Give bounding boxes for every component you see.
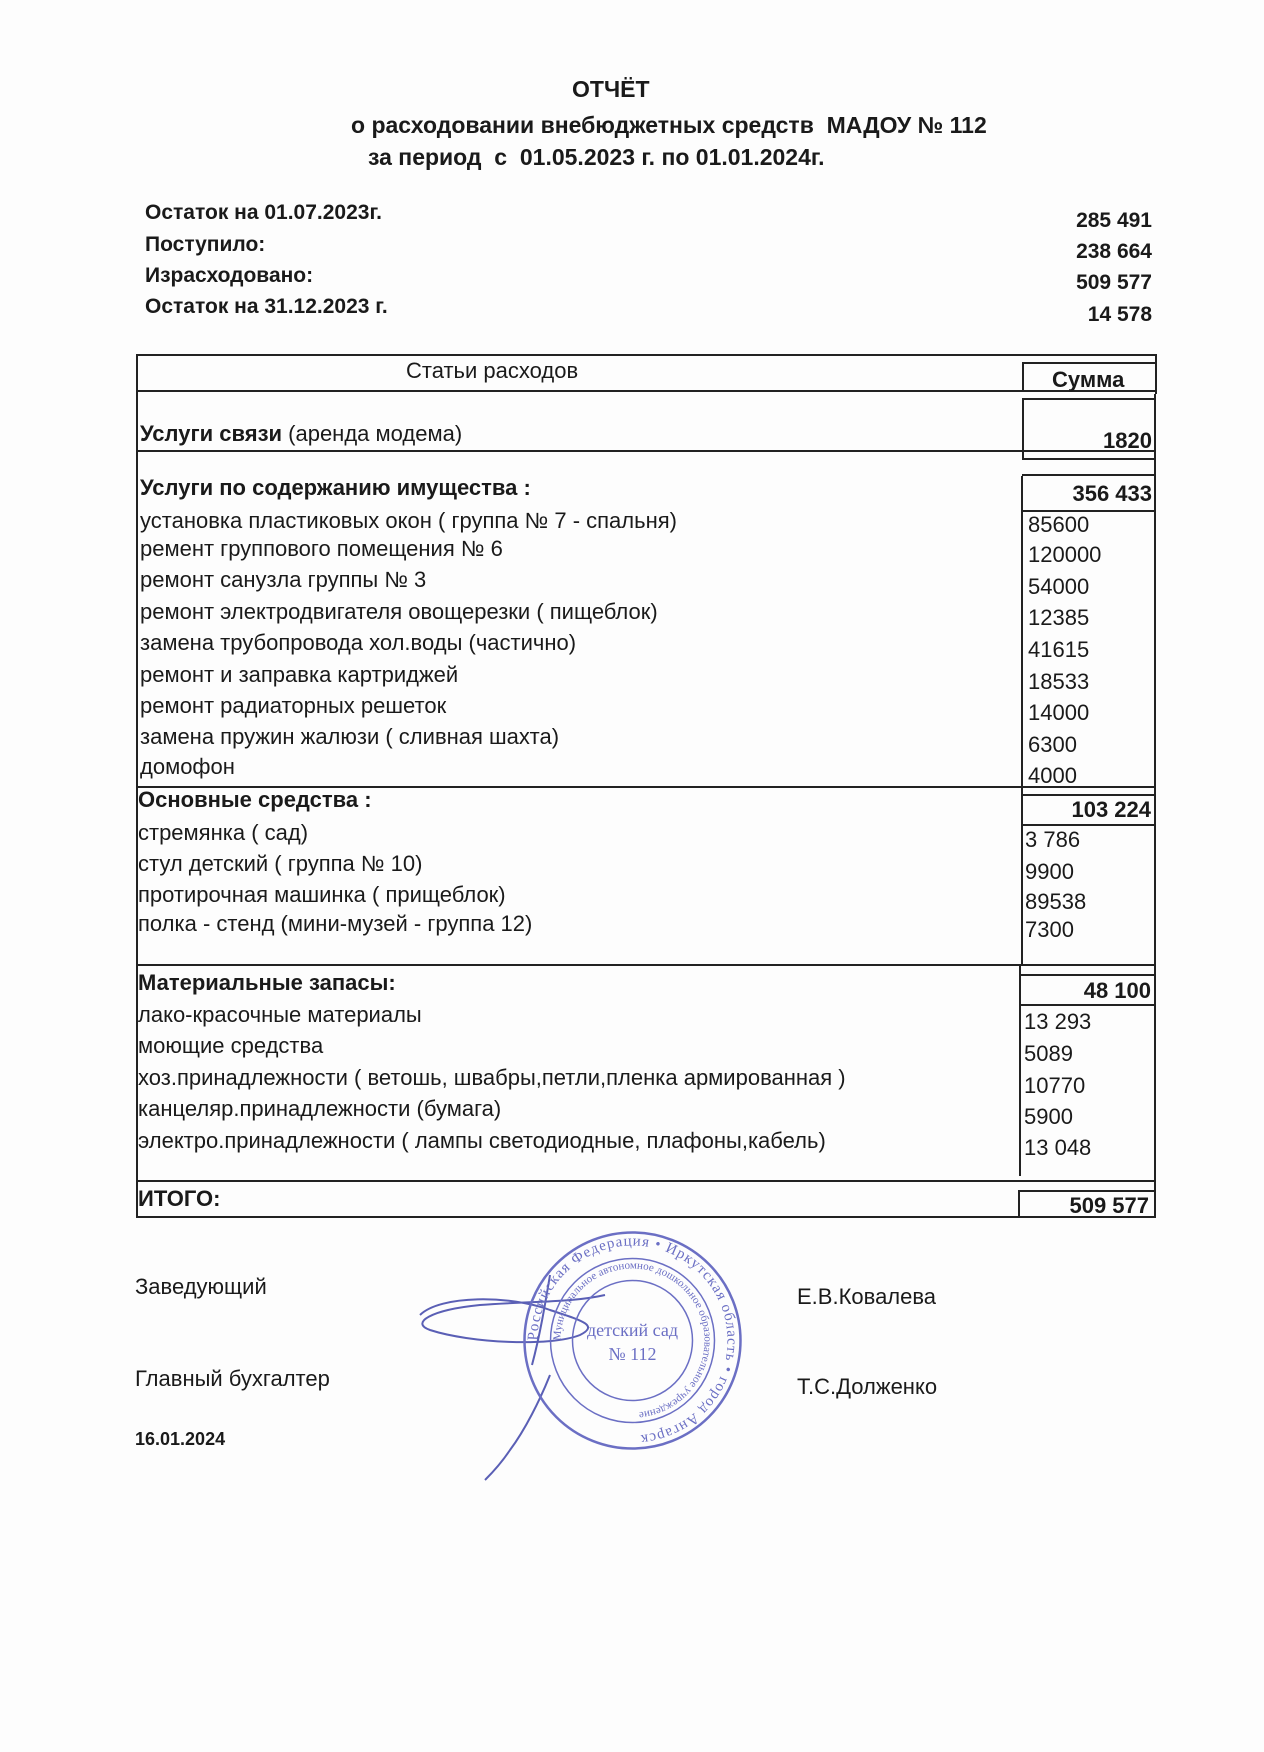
fixed-asset-amount: 89538 [1025, 889, 1087, 914]
property-item: ремонт и заправка картриджей [140, 662, 459, 687]
svg-text:Муниципальное автономное дошко [551, 1259, 713, 1421]
total-label: ИТОГО: [138, 1186, 221, 1211]
property-item: ремонт санузла группы № 3 [140, 567, 427, 592]
property-amount: 18533 [1028, 669, 1090, 694]
fixed-asset-amount: 9900 [1025, 859, 1074, 884]
table-divider-sum [1022, 362, 1024, 392]
material-item: канцеляр.принадлежности (бумага) [138, 1096, 502, 1121]
section-property-total: 356 433 [1072, 481, 1152, 506]
material-item: моющие средства [138, 1033, 324, 1058]
property-amount: 120000 [1028, 542, 1102, 567]
table-line [1021, 794, 1155, 796]
row-communication-total: 1820 [1103, 428, 1152, 453]
property-item: домофон [140, 754, 235, 779]
property-amount: 6300 [1028, 732, 1077, 757]
fixed-asset-item: стремянка ( сад) [138, 820, 309, 845]
material-item: электро.принадлежности ( лампы светодиодные, плафоны,кабель) [138, 1128, 826, 1153]
column-header-items: Статьи расходов [406, 358, 579, 383]
table-line [136, 390, 1156, 392]
section-fixed-assets-total: 103 224 [1071, 797, 1151, 822]
section-materials-label: Материальные запасы: [138, 970, 396, 995]
property-item: ремонт электродвигателя овощерезки ( пищеблок) [140, 599, 658, 624]
row-communication-label [140, 421, 462, 447]
total-value: 509 577 [1069, 1193, 1149, 1218]
report-subtitle: о расходовании внебюджетных средств МАДОУ № 112 [351, 112, 987, 138]
table-divider-sum [1019, 966, 1021, 1176]
table-line [136, 964, 1156, 966]
fixed-asset-item: стул детский ( группа № 10) [138, 851, 423, 876]
material-item: лако-красочные материалы [138, 1002, 422, 1027]
section-fixed-assets-label: Основные средства : [138, 787, 372, 812]
material-amount: 13 048 [1024, 1135, 1092, 1160]
property-amount: 14000 [1028, 700, 1090, 725]
summary-label-spent: Израсходовано: [145, 264, 314, 287]
summary-label-opening: Остаток на 01.07.2023г. [145, 201, 382, 224]
table-border-right [1155, 354, 1157, 394]
section-materials-total: 48 100 [1083, 978, 1151, 1003]
fixed-asset-item: полка - стенд (мини-музей - группа 12) [138, 911, 533, 936]
stamp-center-line1: детский сад [586, 1320, 679, 1340]
table-line [1022, 458, 1156, 460]
fixed-asset-amount: 7300 [1025, 917, 1074, 942]
table-line [1018, 1190, 1155, 1192]
table-line [136, 1180, 1156, 1182]
property-amount: 85600 [1028, 512, 1090, 537]
table-divider-sum [1018, 1190, 1020, 1218]
section-property-label: Услуги по содержанию имущества : [140, 475, 531, 500]
property-amount: 12385 [1028, 605, 1090, 630]
table-line [1019, 974, 1155, 976]
property-item: замена трубопровода хол.воды (частично) [140, 630, 577, 655]
table-line [136, 450, 1156, 452]
table-line-bottom [136, 1216, 1156, 1218]
property-item: установка пластиковых окон ( группа № 7 - спальня) [140, 508, 677, 533]
property-item: замена пружин жалюзи ( сливная шахта) [140, 724, 560, 749]
fixed-asset-item: протирочная машинка ( прищеблок) [138, 882, 506, 907]
table-line [1022, 474, 1156, 476]
summary-value-closing: 14 578 [1087, 303, 1152, 326]
property-item: ремонт радиаторных решеток [140, 693, 447, 718]
material-amount: 10770 [1024, 1073, 1086, 1098]
row-communication-note: (аренда модема) [282, 421, 463, 446]
report-period: за период с 01.05.2023 г. по 01.01.2024г. [368, 144, 825, 170]
table-line [1019, 1004, 1155, 1006]
summary-label-received: Поступило: [145, 233, 266, 256]
table-line [1022, 398, 1156, 400]
report-title: ОТЧЁТ [572, 76, 650, 102]
table-border-right [1154, 394, 1156, 1218]
summary-value-spent: 509 577 [1076, 271, 1152, 294]
property-item: ремент группового помещения № 6 [140, 536, 503, 561]
report-date: 16.01.2024 [135, 1429, 226, 1449]
stamp-center-line2: № 112 [608, 1344, 657, 1364]
stamp-outer-text: Российская Федерация • Иркутская область • город Ангарск [525, 1233, 740, 1448]
summary-value-received: 238 664 [1076, 240, 1152, 263]
material-amount: 5089 [1024, 1041, 1073, 1066]
material-item: хоз.принадлежности ( ветошь, швабры,петли,пленка армированная ) [138, 1065, 846, 1090]
row-communication-title: Услуги связи [140, 421, 283, 446]
table-line-top [136, 354, 1157, 356]
head-role: Заведующий [135, 1274, 267, 1299]
summary-label-closing: Остаток на 31.12.2023 г. [145, 295, 388, 318]
table-divider-sum [1021, 476, 1023, 966]
head-name: Е.В.Ковалева [797, 1284, 937, 1309]
property-amount: 41615 [1028, 637, 1090, 662]
official-stamp [520, 1228, 745, 1453]
material-amount: 13 293 [1024, 1009, 1092, 1034]
accountant-role: Главный бухгалтер [135, 1366, 330, 1391]
column-header-sum: Сумма [1052, 367, 1125, 392]
summary-value-opening: 285 491 [1076, 209, 1152, 232]
property-amount: 4000 [1028, 763, 1077, 788]
table-line [1022, 362, 1156, 364]
fixed-asset-amount: 3 786 [1025, 827, 1081, 852]
table-line [1021, 824, 1155, 826]
material-amount: 5900 [1024, 1104, 1073, 1129]
accountant-name: Т.С.Долженко [797, 1374, 938, 1399]
stamp-inner-text: Муниципальное автономное дошкольное образовательное учреждение [551, 1259, 714, 1422]
property-amount: 54000 [1028, 574, 1090, 599]
